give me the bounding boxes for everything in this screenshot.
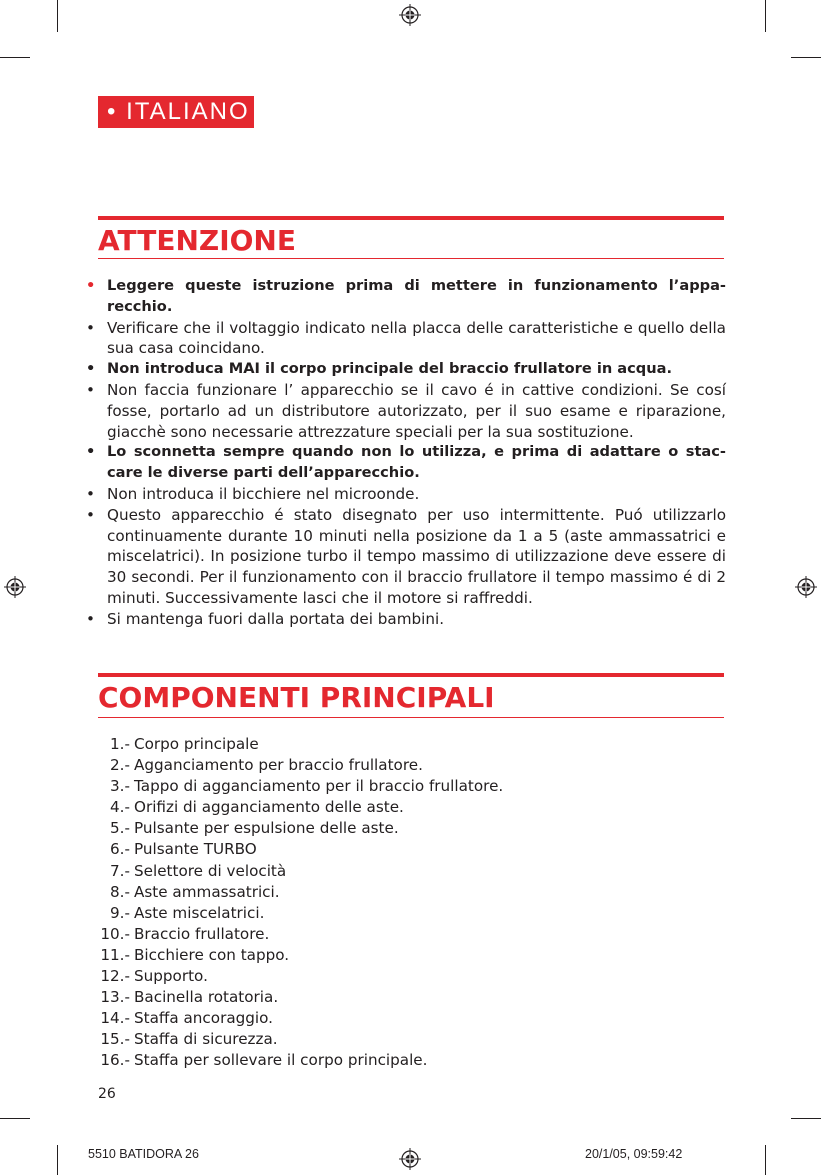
- bullet-icon: •: [86, 443, 96, 461]
- warning-item: [86, 442, 726, 484]
- bullet-icon: •: [86, 505, 95, 524]
- warning-text: Verificare che il voltaggio indicato nella placca delle caratteristiche e quello della sua casa coincidano.: [107, 318, 726, 358]
- component-number: 3.-: [110, 777, 130, 796]
- component-item: [86, 839, 503, 860]
- bullet-icon: •: [86, 609, 95, 628]
- section-rule-bottom: [98, 258, 724, 259]
- section-rule-top: [98, 216, 724, 220]
- components-title: COMPONENTI PRINCIPALI: [98, 681, 495, 714]
- warning-item: [86, 380, 726, 442]
- component-item: [86, 903, 503, 924]
- warning-item: [86, 505, 726, 609]
- component-number: 15.-: [100, 1030, 130, 1049]
- component-number: 5.-: [110, 819, 130, 838]
- crop-mark: [57, 1145, 58, 1175]
- component-label: Aste miscelatrici.: [134, 903, 265, 922]
- warnings-list: [86, 276, 726, 630]
- component-item: [86, 755, 503, 776]
- component-item: [86, 861, 503, 882]
- component-label: Supporto.: [134, 967, 208, 986]
- crop-mark: [0, 1118, 30, 1119]
- registration-mark-icon: [795, 576, 817, 598]
- component-label: Aste ammassatrici.: [134, 882, 280, 901]
- warning-text: Leggere queste istruzione prima di mettere in funzionamento l’appa-recchio.: [107, 277, 726, 315]
- component-number: 1.-: [110, 735, 130, 753]
- bullet-icon: •: [86, 380, 95, 399]
- crop-mark: [791, 57, 821, 58]
- warning-item: [86, 359, 726, 380]
- warning-item: [86, 609, 726, 630]
- bullet-icon: •: [86, 484, 95, 503]
- component-number: 4.-: [110, 798, 130, 817]
- component-item: [86, 966, 503, 987]
- component-label: Pulsante TURBO: [134, 840, 257, 859]
- component-item: [86, 987, 503, 1008]
- component-label: Bicchiere con tappo.: [134, 945, 290, 964]
- registration-mark-icon: [399, 4, 421, 26]
- component-number: 16.-: [100, 1051, 130, 1070]
- component-item: [86, 945, 503, 966]
- warning-item: [86, 276, 726, 318]
- footer-right: 20/1/05, 09:59:42: [585, 1147, 683, 1161]
- section-rule-bottom: [98, 717, 724, 718]
- component-label: Staffa per sollevare il corpo principale.: [134, 1051, 428, 1070]
- section-rule-top: [98, 673, 724, 677]
- registration-mark-icon: [399, 1148, 421, 1170]
- component-item: [86, 734, 503, 755]
- warning-text: Si mantenga fuori dalla portata dei bambini.: [107, 609, 445, 628]
- component-label: Staffa ancoraggio.: [134, 1009, 273, 1028]
- component-number: 13.-: [100, 988, 130, 1007]
- crop-mark: [765, 1145, 766, 1175]
- component-item: [86, 1050, 503, 1071]
- component-item: [86, 776, 503, 797]
- registration-mark-icon: [4, 576, 26, 598]
- warning-text: Non introduca MAI il corpo principale del braccio frullatore in acqua.: [107, 360, 673, 378]
- warning-item: [86, 318, 726, 360]
- component-number: 7.-: [110, 861, 130, 880]
- component-item: [86, 818, 503, 839]
- component-item: [86, 1029, 503, 1050]
- component-number: 10.-: [100, 924, 130, 943]
- component-number: 2.-: [110, 756, 130, 775]
- bullet-icon: •: [86, 318, 95, 337]
- warning-item: [86, 484, 726, 505]
- crop-mark: [57, 0, 58, 32]
- component-item: [86, 1008, 503, 1029]
- warning-text: Questo apparecchio é stato disegnato per uso intermittente. Puó utilizzarlo continuamente durante 10 minuti nella posizione da 1 a 5 (aste ammassatrici e miscelatrici). In posizione turbo il tempo massimo di utilizzazione deve essere di 30 secondi. Per il funzionamento con il braccio frullatore il tempo massimo é di 2 minuti. Successivamente lasci che il motore si raffreddi.: [107, 505, 726, 607]
- component-number: 12.-: [100, 967, 130, 986]
- component-number: 11.-: [100, 945, 130, 964]
- component-number: 14.-: [100, 1009, 130, 1028]
- crop-mark: [791, 1118, 821, 1119]
- warnings-title: ATTENZIONE: [98, 224, 296, 257]
- component-label: Bacinella rotatoria.: [134, 988, 279, 1007]
- component-number: 8.-: [110, 882, 130, 901]
- crop-mark: [765, 0, 766, 32]
- component-label: Staffa di sicurezza.: [134, 1030, 278, 1049]
- warning-text: Non introduca il bicchiere nel microonde.: [107, 484, 420, 503]
- component-label: Pulsante per espulsione delle aste.: [134, 819, 399, 838]
- component-label: Orifizi di agganciamento delle aste.: [134, 798, 404, 817]
- component-label: Agganciamento per braccio frullatore.: [134, 756, 423, 775]
- component-label: Corpo principale: [134, 735, 259, 753]
- component-item: [86, 882, 503, 903]
- component-number: 6.-: [110, 840, 130, 859]
- page-number: 26: [98, 1086, 116, 1102]
- component-label: Braccio frullatore.: [134, 924, 270, 943]
- components-list: [86, 734, 503, 1072]
- component-number: 9.-: [110, 903, 130, 922]
- component-item: [86, 797, 503, 818]
- warning-text: Lo sconnetta sempre quando non lo utilizza, e prima di adattare o stac-care le diverse parti dell’apparecchio.: [107, 443, 726, 482]
- warning-text: Non faccia funzionare l’ apparecchio se il cavo é in cattive condizioni. Se cosí fosse, portarlo ad un distributore autorizzato, per il suo esame e riparazione, giacchè sono necessarie attrezzature speciali per la sua sostituzione.: [107, 380, 726, 441]
- component-label: Selettore di velocità: [134, 861, 287, 880]
- component-label: Tappo di agganciamento per il braccio frullatore.: [134, 777, 504, 796]
- footer-left: 5510 BATIDORA 26: [88, 1147, 199, 1161]
- crop-mark: [0, 57, 30, 58]
- bullet-icon: •: [86, 277, 96, 294]
- language-tag: • ITALIANO: [98, 96, 254, 128]
- bullet-icon: •: [86, 360, 96, 378]
- component-item: [86, 924, 503, 945]
